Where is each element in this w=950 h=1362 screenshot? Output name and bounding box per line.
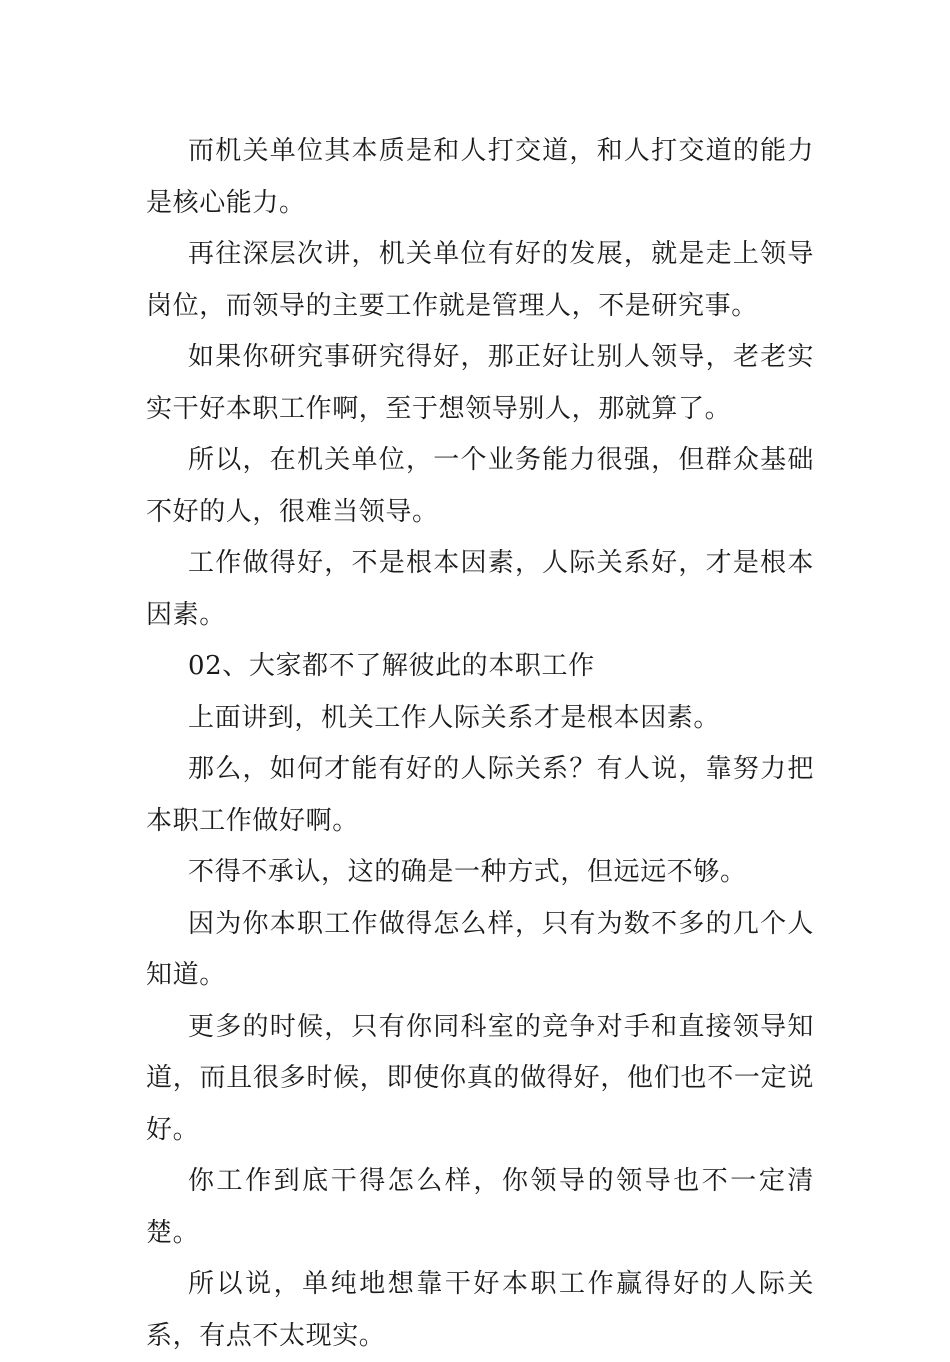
paragraph: 所以说，单纯地想靠干好本职工作赢得好的人际关系，有点不太现实。 [146, 1269, 814, 1351]
paragraph: 如果你研究事研究得好，那正好让别人领导，老老实实干好本职工作啊，至于想领导别人，那就算了。 [146, 342, 814, 424]
document-body [146, 126, 814, 1362]
paragraph: 不得不承认，这的确是一种方式，但远远不够。 [188, 857, 747, 887]
paragraph: 所以，在机关单位，一个业务能力很强，但群众基础不好的人，很难当领导。 [146, 445, 814, 527]
paragraph: 你工作到底干得怎么样，你领导的领导也不一定清楚。 [146, 1166, 814, 1248]
paragraph: 而机关单位其本质是和人打交道，和人打交道的能力是核心能力。 [146, 136, 814, 218]
paragraph: 上面讲到，机关工作人际关系才是根本因素。 [188, 702, 721, 733]
paragraph: 那么，如何才能有好的人际关系？有人说，靠努力把本职工作做好啊。 [146, 754, 814, 836]
paragraph: 再往深层次讲，机关单位有好的发展，就是走上领导岗位，而领导的主要工作就是管理人，不是研究事。 [146, 239, 814, 321]
section-heading: 02、大家都不了解彼此的本职工作 [188, 651, 595, 681]
paragraph: 更多的时候，只有你同科室的竞争对手和直接领导知道，而且很多时候，即使你真的做得好，他们也不一定说好。 [146, 1011, 814, 1145]
paragraph: 工作做得好，不是根本因素，人际关系好，才是根本因素。 [146, 548, 814, 630]
paragraph: 因为你本职工作做得怎么样，只有为数不多的几个人知道。 [146, 908, 814, 990]
